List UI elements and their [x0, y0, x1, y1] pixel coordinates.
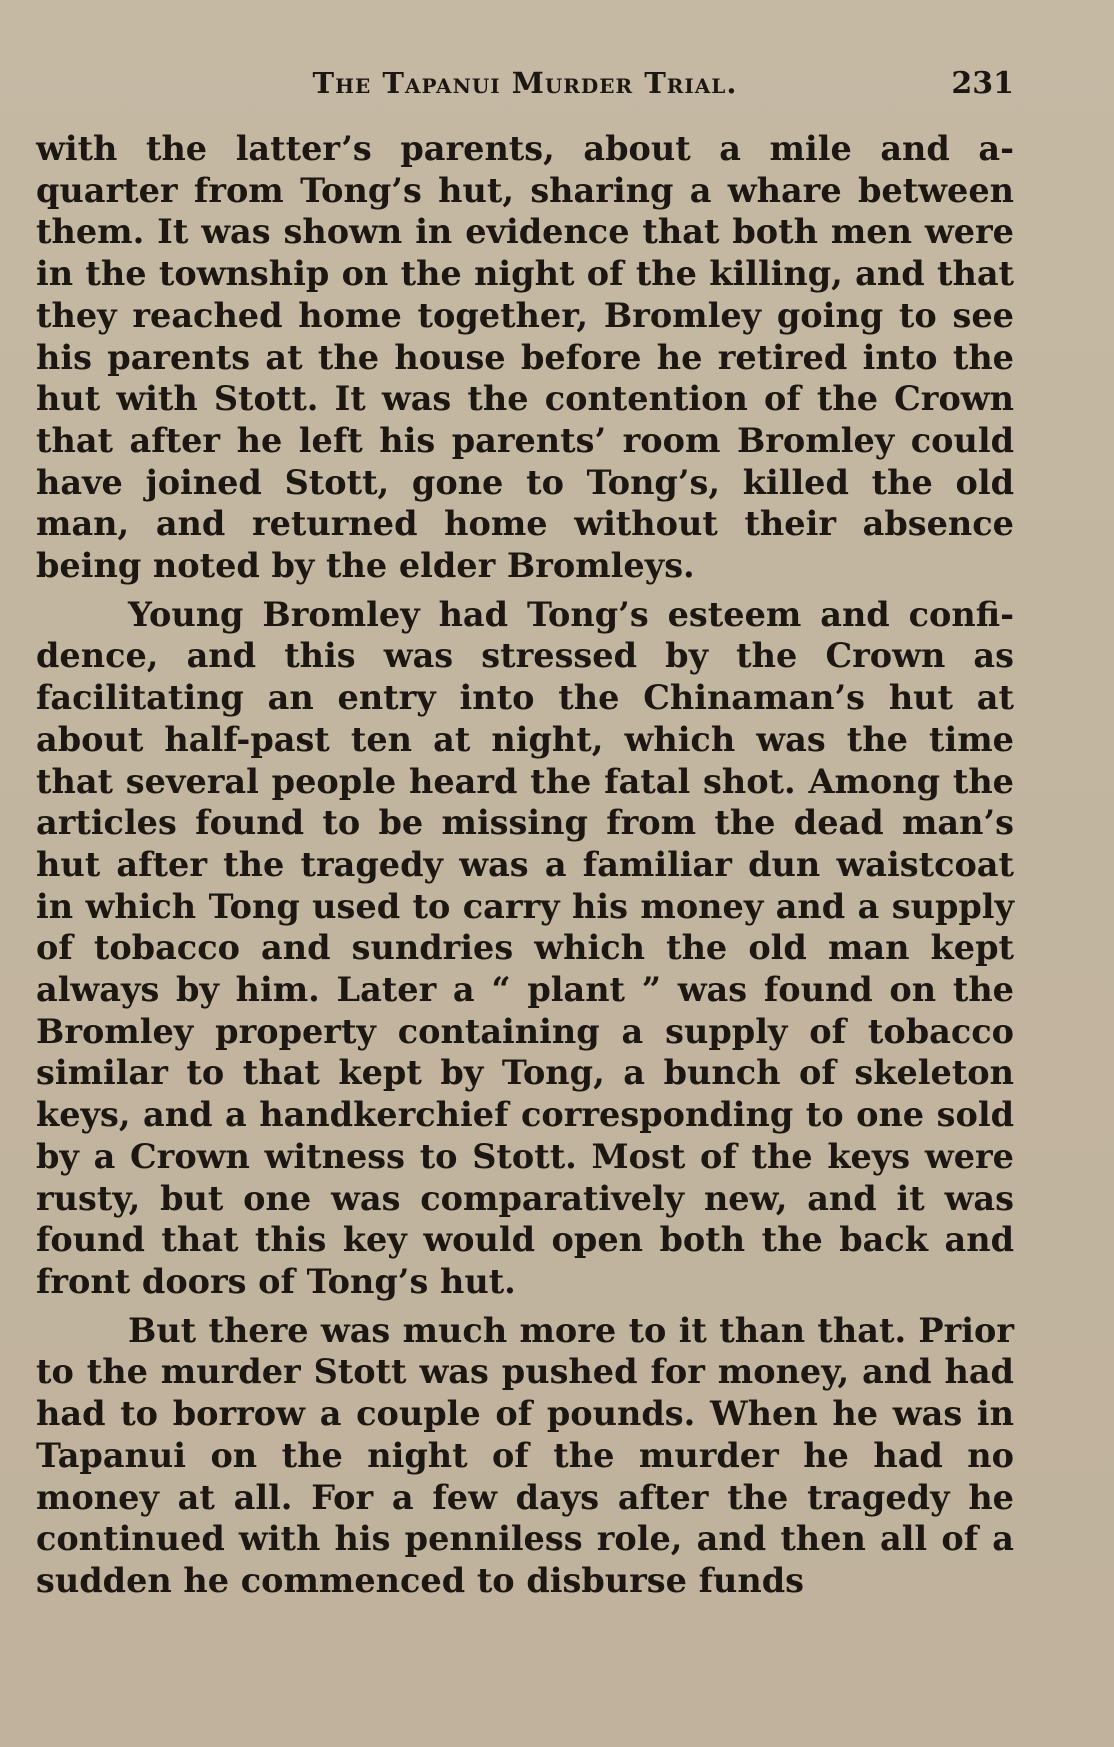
running-head: [36, 66, 1014, 112]
paragraph-2: Young Bromley had Tong’s esteem and confidence, and this was stressed by the Crown as facilitating an entry into the Chinaman’s hut at about half-past ten at night, which was the time that several people heard the fatal shot. Among the articles found to be missing from the dead man’s hut after the tragedy was a familiar dun waistcoat in which Tong used to carry his money and a supply of tobacco and sundries which the old man kept always by him. Later a “ plant ” was found on the Bromley property containing a supply of tobacco similar to that kept by Tong, a bunch of skeleton keys, and a handkerchief corresponding to one sold by a Crown witness to Stott. Most of the keys were rusty, but one was comparatively new, and it was found that this key would open both the back and front doors of Tong’s hut.: [36, 594, 1014, 1301]
page-number: 231: [951, 66, 1014, 101]
paragraph-3: But there was much more to it than that. Prior to the murder Stott was pushed for money, and had had to borrow a couple of pounds. When he was in Tapanui on the night of the murder he had no money at all. For a few days after the tragedy he continued with his penniless role, and then all of a sudden he commenced to disburse funds: [36, 1310, 1014, 1600]
paragraph-1: with the latter’s parents, about a mile and a-quarter from Tong’s hut, sharing a whare between them. It was shown in evidence that both men were in the township on the night of the killing, and that they reached home together, Bromley going to see his parents at the house before he retired into the hut with Stott. It was the contention of the Crown that after he left his parents’ room Bromley could have joined Stott, gone to Tong’s, killed the old man, and returned home without their absence being noted by the elder Bromleys.: [36, 129, 1014, 586]
body-text: [36, 128, 1014, 1602]
running-title: The Tapanui Murder Trial.: [312, 66, 738, 100]
